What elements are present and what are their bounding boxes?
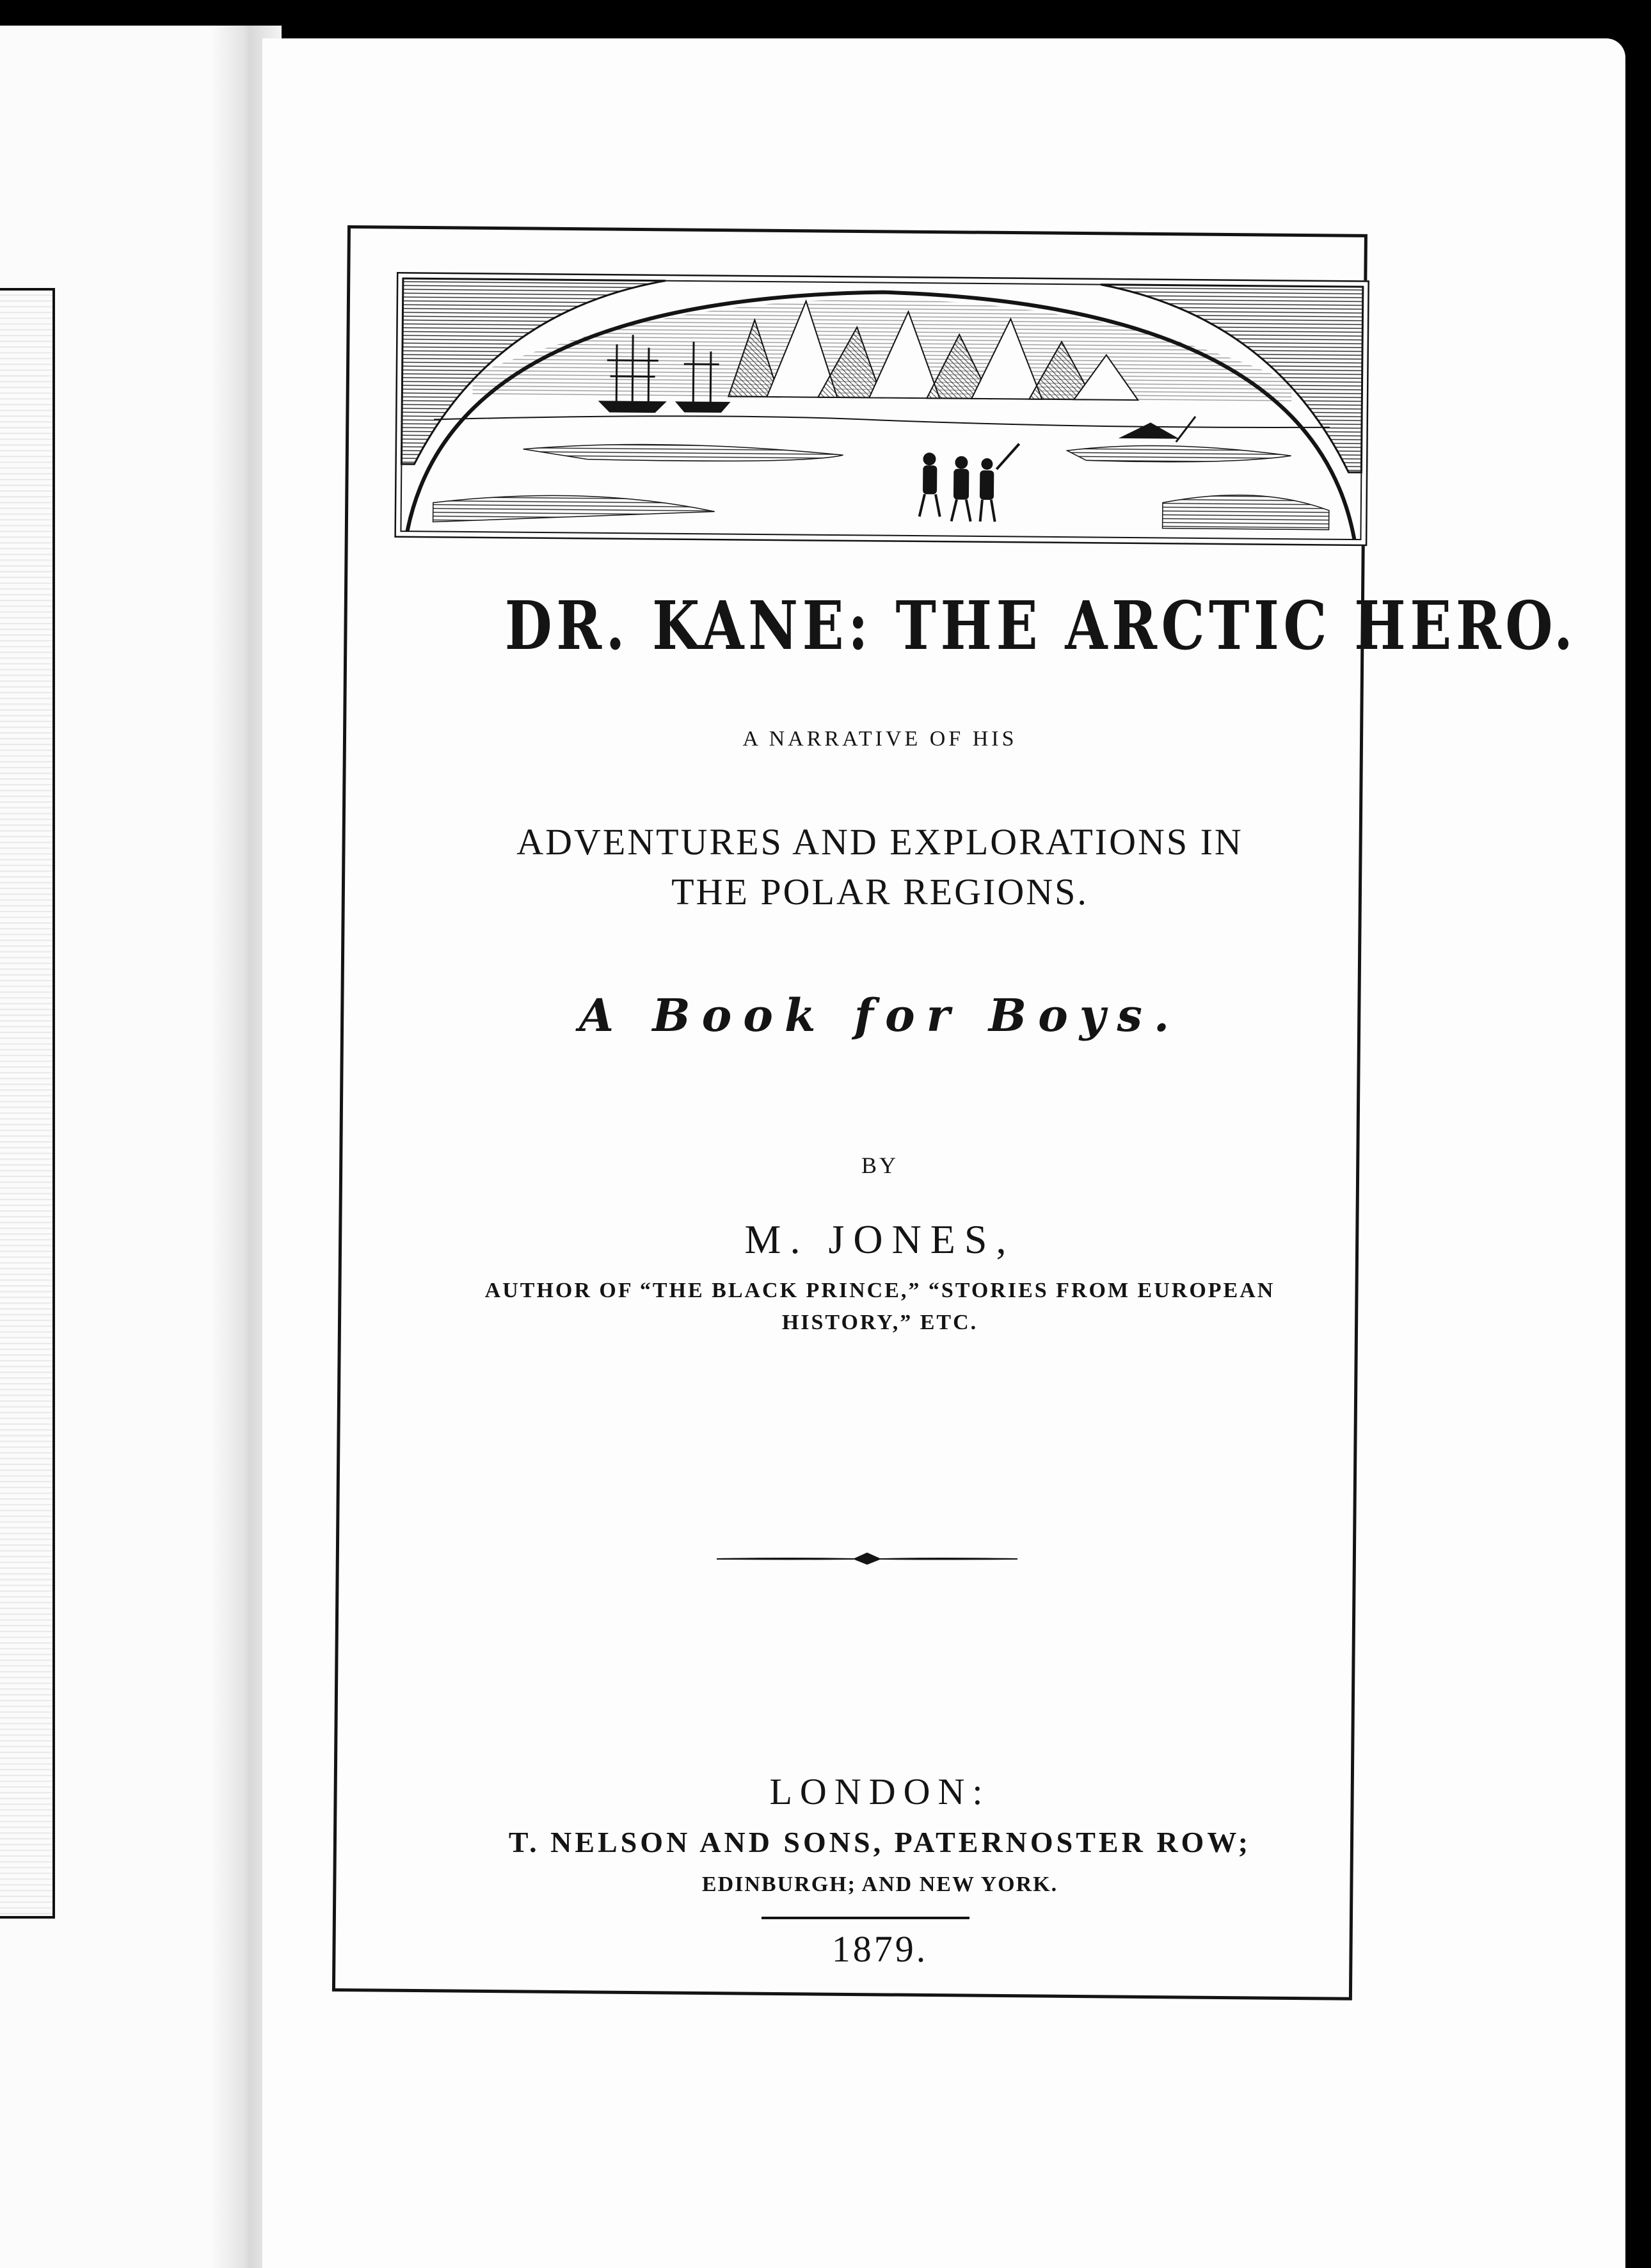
subtitle-line-1: ADVENTURES AND EXPLORATIONS IN [516,821,1243,863]
author-credits-line-1: AUTHOR OF “THE BLACK PRINCE,” “STORIES FROM EUROPEAN [484,1279,1275,1302]
author-name: M. JONES, [744,1217,1016,1262]
subtitle-line-2: THE POLAR REGIONS. [671,871,1089,913]
arctic-vignette-engraving [394,272,1369,546]
book-title: DR. KANE: THE ARCTIC HERO. [504,586,1577,665]
ornamental-rule [717,1549,1017,1568]
by-line: BY [861,1153,898,1178]
publisher-name: T. NELSON AND SONS, PATERNOSTER ROW; [508,1826,1252,1858]
series-line: A Book for Boys. [578,989,1181,1042]
narrative-line: A NARRATIVE OF HIS [742,727,1017,751]
frontispiece-edge [0,288,55,1919]
publication-year: 1879. [831,1928,929,1970]
author-credits-line-2: HISTORY,” ETC. [781,1311,978,1334]
imprint-city: LONDON: [769,1771,991,1812]
publisher-cities: EDINBURGH; AND NEW YORK. [701,1873,1058,1896]
imprint-rule [762,1917,969,1919]
